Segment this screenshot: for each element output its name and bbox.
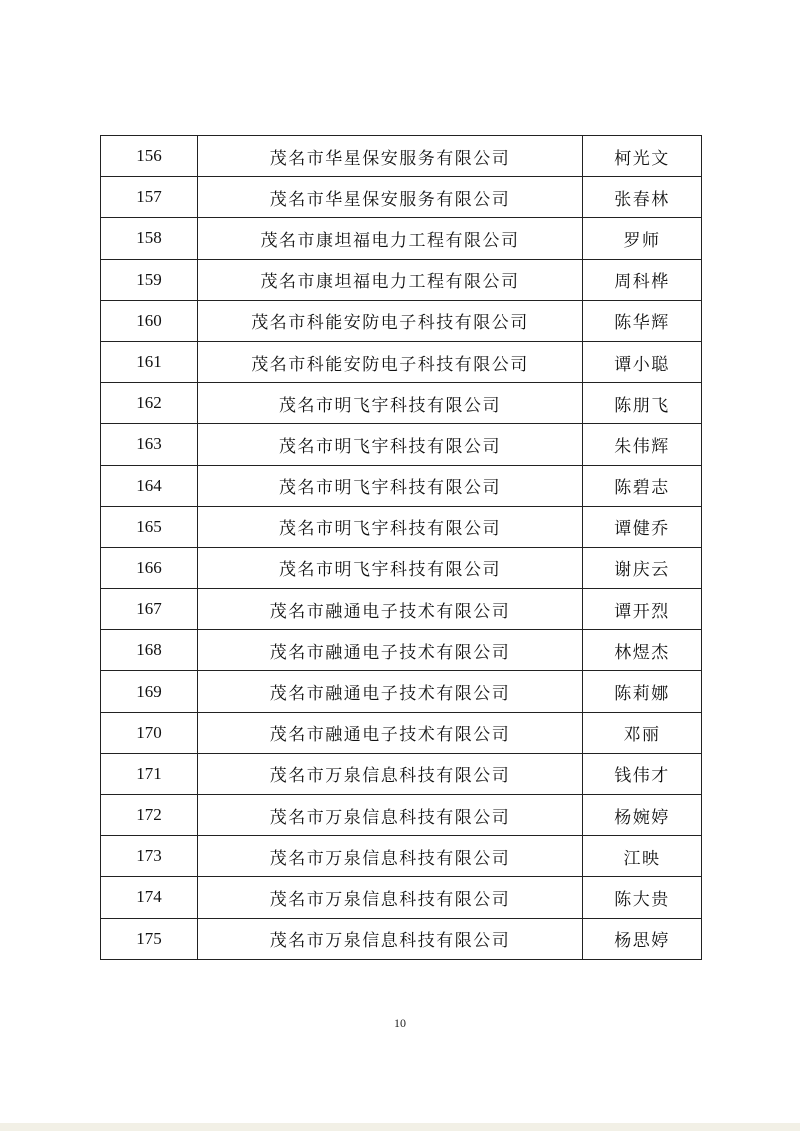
company-name: 茂名市万泉信息科技有限公司: [198, 877, 583, 918]
person-name: 钱伟才: [583, 753, 702, 794]
company-name: 茂名市明飞宇科技有限公司: [198, 547, 583, 588]
row-number: 158: [101, 218, 198, 259]
person-name: 陈大贵: [583, 877, 702, 918]
scan-bottom-edge: [0, 1123, 800, 1131]
person-name: 杨思婷: [583, 918, 702, 959]
table-row: [101, 630, 702, 671]
table-row: [101, 836, 702, 877]
company-name: 茂名市康坦福电力工程有限公司: [198, 218, 583, 259]
table-row: [101, 918, 702, 959]
company-name: 茂名市华星保安服务有限公司: [198, 177, 583, 218]
company-name: 茂名市融通电子技术有限公司: [198, 671, 583, 712]
person-name: 张春林: [583, 177, 702, 218]
company-name: 茂名市明飞宇科技有限公司: [198, 424, 583, 465]
person-name: 陈碧志: [583, 465, 702, 506]
person-name: 陈朋飞: [583, 383, 702, 424]
table-row: [101, 259, 702, 300]
person-name: 罗师: [583, 218, 702, 259]
company-name: 茂名市融通电子技术有限公司: [198, 712, 583, 753]
company-name: 茂名市科能安防电子科技有限公司: [198, 300, 583, 341]
table-row: [101, 712, 702, 753]
row-number: 167: [101, 589, 198, 630]
row-number: 173: [101, 836, 198, 877]
row-number: 174: [101, 877, 198, 918]
table-row: [101, 671, 702, 712]
company-name: 茂名市万泉信息科技有限公司: [198, 795, 583, 836]
row-number: 160: [101, 300, 198, 341]
row-number: 175: [101, 918, 198, 959]
table-row: [101, 341, 702, 382]
person-name: 朱伟辉: [583, 424, 702, 465]
table-row: [101, 424, 702, 465]
table-row: [101, 465, 702, 506]
row-number: 161: [101, 341, 198, 382]
row-number: 166: [101, 547, 198, 588]
company-name: 茂名市明飞宇科技有限公司: [198, 465, 583, 506]
page-number: 10: [394, 1016, 406, 1030]
person-name: 杨婉婷: [583, 795, 702, 836]
row-number: 156: [101, 136, 198, 177]
person-name: 谭健乔: [583, 506, 702, 547]
person-name: 柯光文: [583, 136, 702, 177]
company-name: 茂名市华星保安服务有限公司: [198, 136, 583, 177]
row-number: 157: [101, 177, 198, 218]
person-name: 陈莉娜: [583, 671, 702, 712]
table-row: [101, 383, 702, 424]
table-row: [101, 506, 702, 547]
table-row: [101, 589, 702, 630]
table-row: [101, 136, 702, 177]
roster-table: [100, 135, 702, 960]
row-number: 164: [101, 465, 198, 506]
person-name: 邓丽: [583, 712, 702, 753]
table-row: [101, 218, 702, 259]
company-name: 茂名市康坦福电力工程有限公司: [198, 259, 583, 300]
row-number: 168: [101, 630, 198, 671]
company-name: 茂名市万泉信息科技有限公司: [198, 918, 583, 959]
row-number: 169: [101, 671, 198, 712]
person-name: 林煜杰: [583, 630, 702, 671]
row-number: 171: [101, 753, 198, 794]
table-row: [101, 547, 702, 588]
company-name: 茂名市万泉信息科技有限公司: [198, 753, 583, 794]
person-name: 谢庆云: [583, 547, 702, 588]
row-number: 159: [101, 259, 198, 300]
row-number: 170: [101, 712, 198, 753]
table-row: [101, 795, 702, 836]
company-name: 茂名市万泉信息科技有限公司: [198, 836, 583, 877]
person-name: 陈华辉: [583, 300, 702, 341]
person-name: 谭小聪: [583, 341, 702, 382]
person-name: 江映: [583, 836, 702, 877]
table-row: [101, 300, 702, 341]
company-name: 茂名市明飞宇科技有限公司: [198, 383, 583, 424]
person-name: 周科桦: [583, 259, 702, 300]
person-name: 谭开烈: [583, 589, 702, 630]
row-number: 163: [101, 424, 198, 465]
table-row: [101, 753, 702, 794]
row-number: 162: [101, 383, 198, 424]
table-row: [101, 177, 702, 218]
row-number: 165: [101, 506, 198, 547]
company-name: 茂名市科能安防电子科技有限公司: [198, 341, 583, 382]
roster-table-body: [101, 136, 702, 960]
company-name: 茂名市明飞宇科技有限公司: [198, 506, 583, 547]
row-number: 172: [101, 795, 198, 836]
table-row: [101, 877, 702, 918]
company-name: 茂名市融通电子技术有限公司: [198, 589, 583, 630]
company-name: 茂名市融通电子技术有限公司: [198, 630, 583, 671]
